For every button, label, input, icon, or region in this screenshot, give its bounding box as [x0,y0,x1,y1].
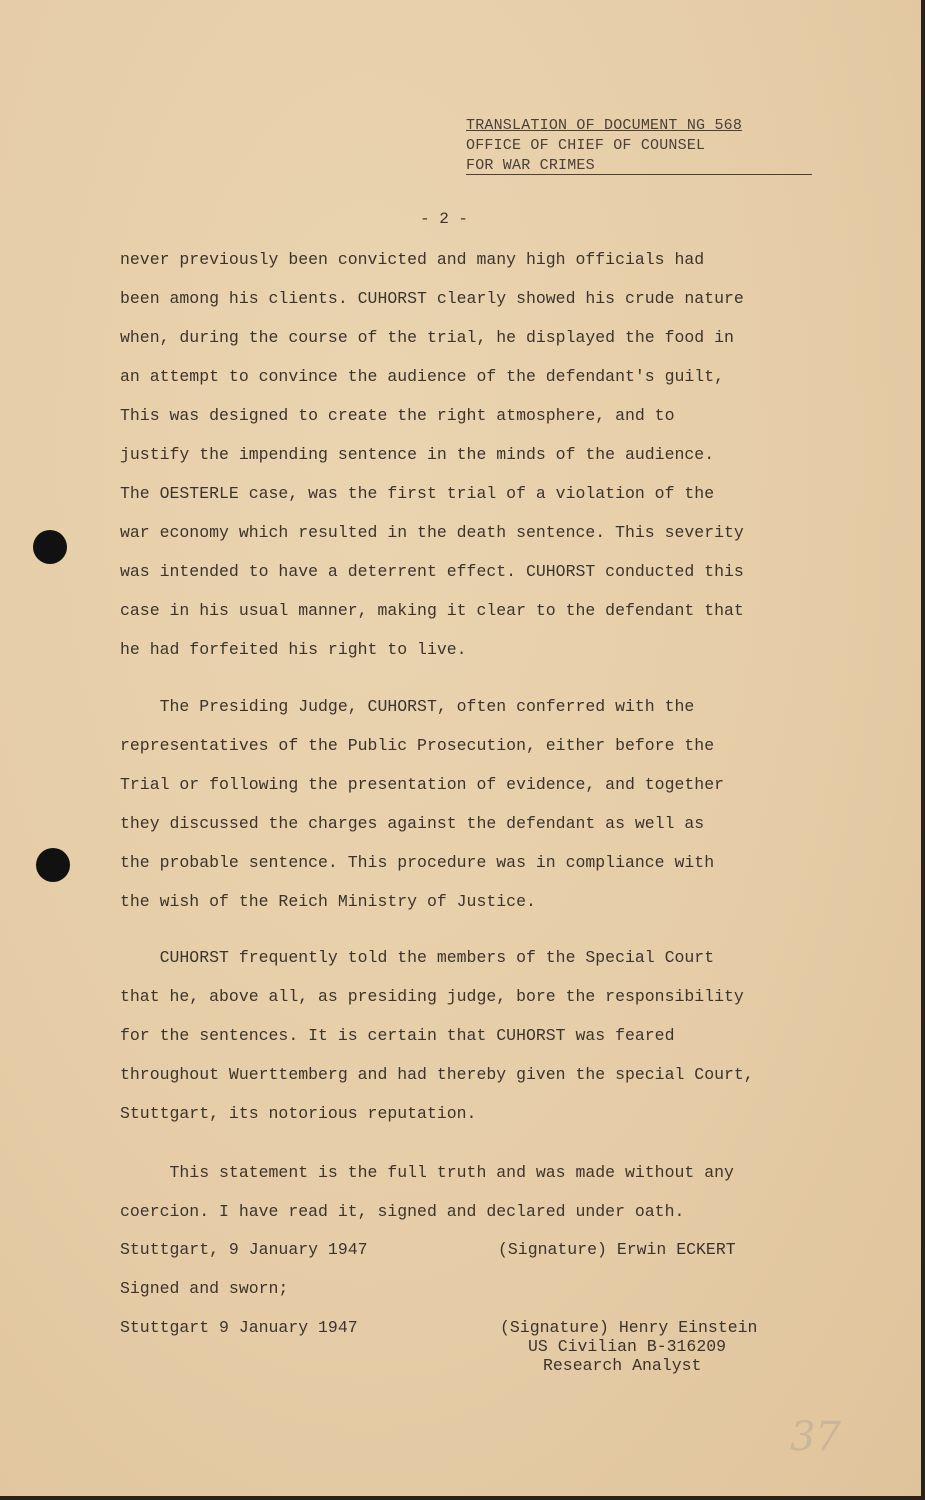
paragraph1-line: he had forfeited his right to live. [120,640,467,659]
paragraph-3 [120,938,860,1133]
paragraph1-line: an attempt to convince the audience of the defendant's guilt, [120,367,724,386]
paragraph1-line: when, during the course of the trial, he displayed the food in [120,328,734,347]
paragraph1-line: war economy which resulted in the death sentence. This severity [120,523,744,542]
header-underline [466,174,812,175]
punch-hole-bottom [36,848,70,882]
paragraph3-line: Stuttgart, its notorious reputation. [120,1104,477,1123]
header-line-1: TRANSLATION OF DOCUMENT NG 568 [466,117,743,134]
paragraph-2 [120,687,860,921]
paragraph2-line: representatives of the Public Prosecution, either before the [120,736,715,755]
pencil-page-mark: 37 [790,1414,841,1460]
paragraph-4 [120,1153,860,1231]
place-date-2: Stuttgart 9 January 1947 [120,1318,358,1337]
paragraph3-line: throughout Wuerttemberg and had thereby given the special Court, [120,1065,754,1084]
paragraph-1 [120,240,860,669]
paragraph1-line: This was designed to create the right atmosphere, and to [120,406,675,425]
paragraph2-line: Trial or following the presentation of evidence, and together [120,775,724,794]
paragraph3-line: that he, above all, as presiding judge, bore the responsibility [120,987,744,1006]
place-date-1: Stuttgart, 9 January 1947 [120,1240,368,1259]
paragraph1-line: been among his clients. CUHORST clearly showed his crude nature [120,289,744,308]
translation-header [466,116,742,176]
paragraph2-line: the probable sentence. This procedure was in compliance with [120,853,715,872]
paragraph1-line: The OESTERLE case, was the first trial of a violation of the [120,484,715,503]
paragraph2-line: the wish of the Reich Ministry of Justice. [120,892,536,911]
paragraph1-line: justify the impending sentence in the minds of the audience. [120,445,715,464]
paragraph1-line: case in his usual manner, making it clear to the defendant that [120,601,744,620]
paragraph2-line: The Presiding Judge, CUHORST, often conferred with the [120,697,695,716]
sworn-label: Signed and sworn; [120,1279,289,1298]
page-number: - 2 - [420,210,469,228]
paragraph4-line: coercion. I have read it, signed and declared under oath. [120,1202,685,1221]
punch-hole-top [33,530,67,564]
paragraph1-line: was intended to have a deterrent effect. CUHORST conducted this [120,562,744,581]
paragraph2-line: they discussed the charges against the defendant as well as [120,814,705,833]
paragraph3-line: for the sentences. It is certain that CUHORST was feared [120,1026,675,1045]
signatory-title-2: Research Analyst [543,1356,702,1375]
header-line-3: FOR WAR CRIMES [466,157,595,174]
signature-eckert: (Signature) Erwin ECKERT [498,1240,736,1259]
paragraph1-line: never previously been convicted and many high officials had [120,250,705,269]
header-line-2: OFFICE OF CHIEF OF COUNSEL [466,137,706,154]
paragraph4-line: This statement is the full truth and was made without any [120,1163,734,1182]
signature-einstein: (Signature) Henry Einstein [500,1318,758,1337]
signatory-title-1: US Civilian B-316209 [528,1337,727,1356]
paragraph3-line: CUHORST frequently told the members of the Special Court [120,948,715,967]
